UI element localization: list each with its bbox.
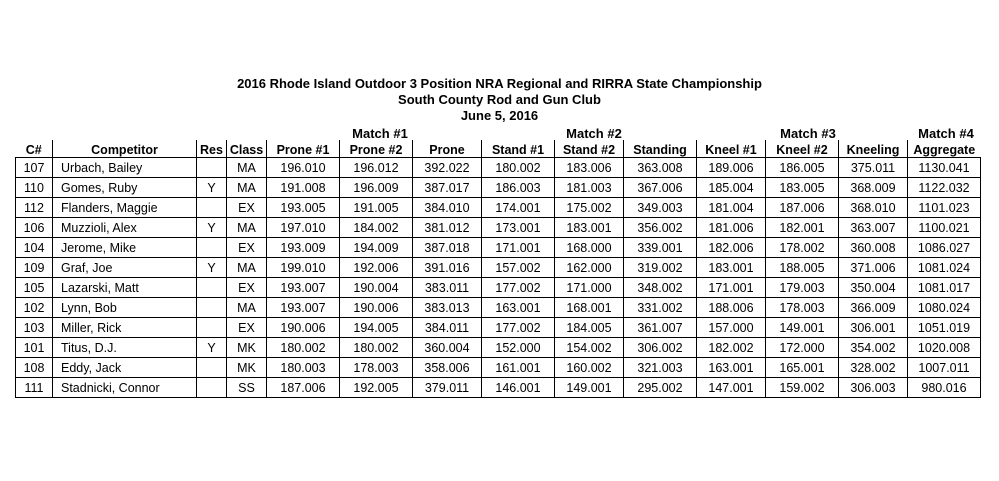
- table-row: [16, 238, 981, 258]
- table-cell: 306.001: [839, 318, 908, 338]
- table-cell: [197, 358, 227, 378]
- table-cell: 168.001: [555, 298, 624, 318]
- table-cell: Jerome, Mike: [53, 238, 197, 258]
- table-cell: 1020.008: [908, 338, 981, 358]
- table-cell: 387.017: [413, 178, 482, 198]
- table-cell: 146.001: [482, 378, 555, 398]
- table-cell: 1051.019: [908, 318, 981, 338]
- table-cell: 184.005: [555, 318, 624, 338]
- table-cell: 361.007: [624, 318, 697, 338]
- table-cell: Graf, Joe: [53, 258, 197, 278]
- table-cell: 157.000: [697, 318, 766, 338]
- table-cell: 319.002: [624, 258, 697, 278]
- table-cell: 1100.021: [908, 218, 981, 238]
- table-cell: 192.006: [340, 258, 413, 278]
- table-cell: 187.006: [267, 378, 340, 398]
- table-cell: 381.012: [413, 218, 482, 238]
- table-row: [16, 318, 981, 338]
- table-cell: 173.001: [482, 218, 555, 238]
- table-cell: 391.016: [413, 258, 482, 278]
- table-cell: [197, 158, 227, 178]
- table-cell: 384.011: [413, 318, 482, 338]
- table-row: [16, 278, 981, 298]
- table-cell: 181.006: [697, 218, 766, 238]
- table-cell: 101: [16, 338, 53, 358]
- table-cell: 183.006: [555, 158, 624, 178]
- table-cell: 306.002: [624, 338, 697, 358]
- table-cell: [197, 298, 227, 318]
- table-cell: 368.009: [839, 178, 908, 198]
- table-cell: 1081.017: [908, 278, 981, 298]
- column-header: Class: [227, 140, 267, 158]
- table-cell: 194.005: [340, 318, 413, 338]
- table-cell: 383.011: [413, 278, 482, 298]
- table-cell: 189.006: [697, 158, 766, 178]
- table-cell: 188.005: [766, 258, 839, 278]
- table-row: [16, 158, 981, 178]
- table-cell: 109: [16, 258, 53, 278]
- match-2-heading: Match #2: [566, 126, 622, 141]
- table-cell: 196.012: [340, 158, 413, 178]
- table-row: [16, 298, 981, 318]
- table-cell: EX: [227, 318, 267, 338]
- table-cell: 102: [16, 298, 53, 318]
- table-cell: 339.001: [624, 238, 697, 258]
- table-cell: 367.006: [624, 178, 697, 198]
- column-header: Competitor: [53, 140, 197, 158]
- table-cell: 193.005: [267, 198, 340, 218]
- table-cell: Eddy, Jack: [53, 358, 197, 378]
- table-cell: 168.000: [555, 238, 624, 258]
- table-cell: 1130.041: [908, 158, 981, 178]
- table-row: [16, 178, 981, 198]
- table-cell: 191.005: [340, 198, 413, 218]
- table-cell: 180.002: [267, 338, 340, 358]
- column-header: Prone: [413, 140, 482, 158]
- table-cell: 360.008: [839, 238, 908, 258]
- table-cell: 350.004: [839, 278, 908, 298]
- table-cell: 383.013: [413, 298, 482, 318]
- table-cell: 178.002: [766, 238, 839, 258]
- table-cell: 171.000: [555, 278, 624, 298]
- table-cell: 186.005: [766, 158, 839, 178]
- column-header: Kneel #1: [697, 140, 766, 158]
- table-cell: 106: [16, 218, 53, 238]
- table-cell: Miller, Rick: [53, 318, 197, 338]
- table-cell: 190.006: [340, 298, 413, 318]
- table-cell: SS: [227, 378, 267, 398]
- table-cell: 193.007: [267, 278, 340, 298]
- table-cell: Flanders, Maggie: [53, 198, 197, 218]
- table-cell: 177.002: [482, 318, 555, 338]
- column-header: Prone #2: [340, 140, 413, 158]
- results-table: [15, 140, 981, 398]
- table-cell: 160.002: [555, 358, 624, 378]
- table-cell: 196.010: [267, 158, 340, 178]
- table-cell: 180.002: [482, 158, 555, 178]
- table-cell: 379.011: [413, 378, 482, 398]
- table-cell: 331.002: [624, 298, 697, 318]
- table-cell: MA: [227, 258, 267, 278]
- table-cell: 157.002: [482, 258, 555, 278]
- table-cell: 181.004: [697, 198, 766, 218]
- table-cell: 180.003: [267, 358, 340, 378]
- table-cell: MA: [227, 158, 267, 178]
- match-1-heading: Match #1: [352, 126, 408, 141]
- table-cell: Stadnicki, Connor: [53, 378, 197, 398]
- table-cell: 354.002: [839, 338, 908, 358]
- table-cell: [197, 238, 227, 258]
- table-cell: MA: [227, 218, 267, 238]
- table-row: [16, 358, 981, 378]
- column-header: Standing: [624, 140, 697, 158]
- table-cell: Y: [197, 178, 227, 198]
- column-header: Kneeling: [839, 140, 908, 158]
- table-cell: 105: [16, 278, 53, 298]
- table-cell: Lazarski, Matt: [53, 278, 197, 298]
- table-row: [16, 338, 981, 358]
- table-cell: 152.000: [482, 338, 555, 358]
- table-cell: 349.003: [624, 198, 697, 218]
- table-cell: 149.001: [555, 378, 624, 398]
- column-header: Prone #1: [267, 140, 340, 158]
- table-cell: MK: [227, 338, 267, 358]
- table-row: [16, 258, 981, 278]
- match-3-heading: Match #3: [780, 126, 836, 141]
- match-4-heading: Match #4: [918, 126, 974, 141]
- table-cell: MA: [227, 178, 267, 198]
- table-cell: 182.006: [697, 238, 766, 258]
- column-header: Aggregate: [908, 140, 981, 158]
- table-cell: 321.003: [624, 358, 697, 378]
- table-cell: 147.001: [697, 378, 766, 398]
- table-cell: 392.022: [413, 158, 482, 178]
- table-cell: 149.001: [766, 318, 839, 338]
- table-cell: 194.009: [340, 238, 413, 258]
- table-cell: 1080.024: [908, 298, 981, 318]
- table-cell: 356.002: [624, 218, 697, 238]
- table-cell: 363.007: [839, 218, 908, 238]
- table-row: [16, 378, 981, 398]
- table-cell: 348.002: [624, 278, 697, 298]
- table-cell: 184.002: [340, 218, 413, 238]
- table-cell: 193.009: [267, 238, 340, 258]
- table-cell: 162.000: [555, 258, 624, 278]
- table-cell: Y: [197, 258, 227, 278]
- table-cell: 187.006: [766, 198, 839, 218]
- table-cell: 181.003: [555, 178, 624, 198]
- table-cell: 171.001: [482, 238, 555, 258]
- table-cell: 199.010: [267, 258, 340, 278]
- table-cell: 197.010: [267, 218, 340, 238]
- table-cell: 163.001: [697, 358, 766, 378]
- table-cell: 363.008: [624, 158, 697, 178]
- table-cell: MA: [227, 298, 267, 318]
- table-body: [16, 158, 981, 398]
- table-cell: 371.006: [839, 258, 908, 278]
- table-cell: 178.003: [766, 298, 839, 318]
- table-cell: Y: [197, 218, 227, 238]
- table-cell: Y: [197, 338, 227, 358]
- table-cell: EX: [227, 198, 267, 218]
- table-cell: 188.006: [697, 298, 766, 318]
- table-cell: 154.002: [555, 338, 624, 358]
- table-cell: 375.011: [839, 158, 908, 178]
- table-row: [16, 218, 981, 238]
- table-cell: 1122.032: [908, 178, 981, 198]
- table-cell: 387.018: [413, 238, 482, 258]
- column-header: Stand #2: [555, 140, 624, 158]
- table-cell: 179.003: [766, 278, 839, 298]
- table-cell: 196.009: [340, 178, 413, 198]
- table-cell: [197, 318, 227, 338]
- table-cell: 178.003: [340, 358, 413, 378]
- table-cell: 190.006: [267, 318, 340, 338]
- table-cell: 103: [16, 318, 53, 338]
- table-cell: 111: [16, 378, 53, 398]
- table-cell: EX: [227, 278, 267, 298]
- table-cell: 171.001: [697, 278, 766, 298]
- table-cell: 163.001: [482, 298, 555, 318]
- table-cell: 175.002: [555, 198, 624, 218]
- table-cell: MK: [227, 358, 267, 378]
- column-header: Stand #1: [482, 140, 555, 158]
- table-cell: [197, 198, 227, 218]
- table-cell: 108: [16, 358, 53, 378]
- table-cell: 368.010: [839, 198, 908, 218]
- table-cell: 183.001: [555, 218, 624, 238]
- table-cell: 159.002: [766, 378, 839, 398]
- table-cell: 980.016: [908, 378, 981, 398]
- table-cell: 1086.027: [908, 238, 981, 258]
- table-cell: 366.009: [839, 298, 908, 318]
- table-cell: 180.002: [340, 338, 413, 358]
- column-header: Kneel #2: [766, 140, 839, 158]
- table-cell: 295.002: [624, 378, 697, 398]
- table-cell: 172.000: [766, 338, 839, 358]
- table-row: [16, 198, 981, 218]
- table-cell: 177.002: [482, 278, 555, 298]
- table-cell: EX: [227, 238, 267, 258]
- table-cell: Urbach, Bailey: [53, 158, 197, 178]
- table-cell: 360.004: [413, 338, 482, 358]
- table-cell: 185.004: [697, 178, 766, 198]
- table-cell: Gomes, Ruby: [53, 178, 197, 198]
- table-cell: 161.001: [482, 358, 555, 378]
- header-row: [16, 140, 981, 158]
- table-cell: 183.005: [766, 178, 839, 198]
- table-cell: [197, 278, 227, 298]
- table-cell: 306.003: [839, 378, 908, 398]
- table-cell: 384.010: [413, 198, 482, 218]
- column-header: C#: [16, 140, 53, 158]
- table-cell: 328.002: [839, 358, 908, 378]
- table-cell: 1081.024: [908, 258, 981, 278]
- table-cell: 182.001: [766, 218, 839, 238]
- venue-subtitle: South County Rod and Gun Club: [398, 92, 601, 107]
- table-cell: 107: [16, 158, 53, 178]
- table-cell: 186.003: [482, 178, 555, 198]
- table-cell: Muzzioli, Alex: [53, 218, 197, 238]
- table-cell: 183.001: [697, 258, 766, 278]
- page-title: 2016 Rhode Island Outdoor 3 Position NRA Regional and RIRRA State Championship: [237, 76, 762, 91]
- table-cell: [197, 378, 227, 398]
- table-cell: Titus, D.J.: [53, 338, 197, 358]
- table-cell: 112: [16, 198, 53, 218]
- table-cell: 165.001: [766, 358, 839, 378]
- table-cell: 191.008: [267, 178, 340, 198]
- column-header: Res: [197, 140, 227, 158]
- date-subtitle: June 5, 2016: [460, 108, 539, 123]
- table-cell: 1007.011: [908, 358, 981, 378]
- table-cell: 104: [16, 238, 53, 258]
- table-cell: 190.004: [340, 278, 413, 298]
- table-cell: 110: [16, 178, 53, 198]
- table-cell: 174.001: [482, 198, 555, 218]
- table-cell: Lynn, Bob: [53, 298, 197, 318]
- table-cell: 1101.023: [908, 198, 981, 218]
- table-cell: 182.002: [697, 338, 766, 358]
- table-cell: 358.006: [413, 358, 482, 378]
- table-cell: 193.007: [267, 298, 340, 318]
- table-cell: 192.005: [340, 378, 413, 398]
